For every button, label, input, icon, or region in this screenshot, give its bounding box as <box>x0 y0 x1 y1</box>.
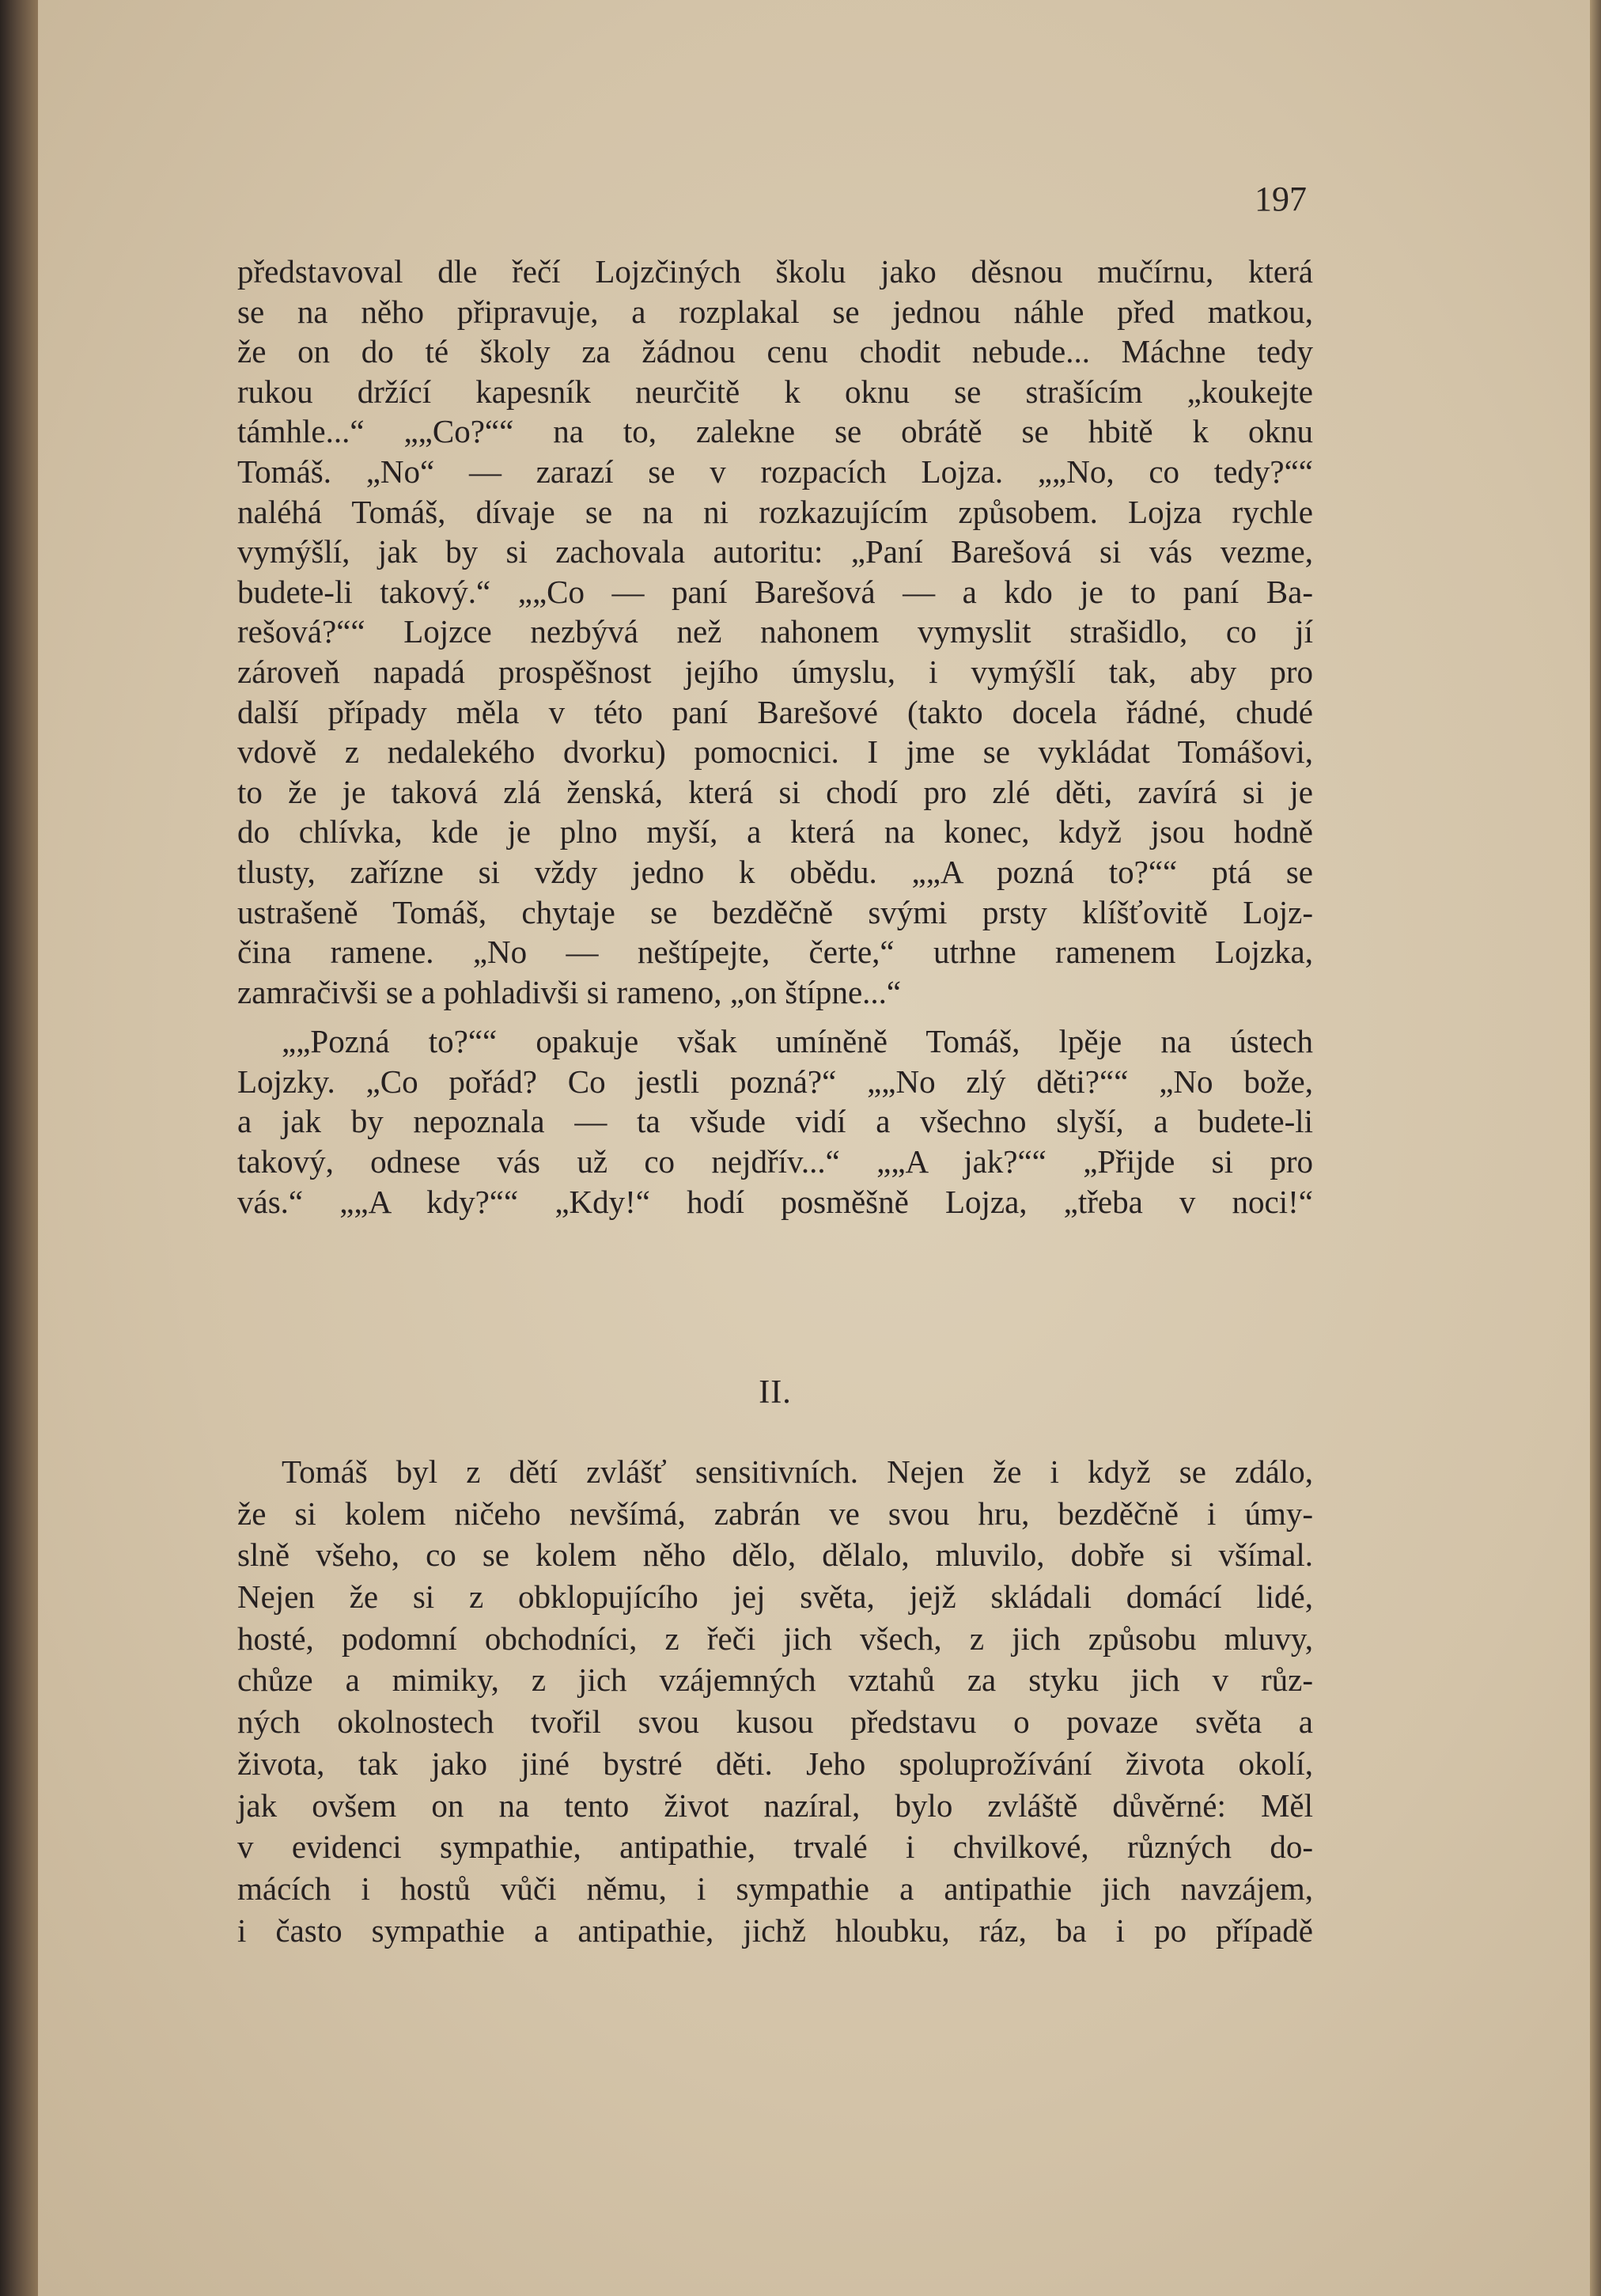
text-line: slně všeho, co se kolem něho dělo, dělalo, mluvilo, dobře si všímal. <box>237 1536 1313 1574</box>
text-line: vdově z nedalekého dvorku) pomocnici. I jme se vykládat Tomášovi, <box>237 733 1313 771</box>
text-line: Tomáš. „No“ — zarazí se v rozpacích Lojza. „„No, co tedy?““ <box>237 453 1313 490</box>
paragraph-1 <box>237 252 1313 1012</box>
text-line: chůze a mimiky, z jich vzájemných vztahů za styku jich v růz- <box>237 1661 1313 1699</box>
text-line: rukou držící kapesník neurčitě k oknu se strašícím „koukejte <box>237 373 1313 410</box>
text-line: se na něho připravuje, a rozplakal se jednou náhle před matkou, <box>237 293 1313 330</box>
text-line: další případy měla v této paní Barešové (takto docela řádné, chudé <box>237 693 1313 730</box>
text-line: vymýšlí, jak by si zachovala autoritu: „Paní Barešová si vás vezme, <box>237 533 1313 570</box>
paragraph-3 <box>237 1451 1313 1951</box>
text-line: vás.“ „„A kdy?““ „Kdy!“ hodí posměšně Lojza, „třeba v noci!“ <box>237 1183 1313 1220</box>
page-number: 197 <box>1255 180 1307 218</box>
body-text-top <box>237 252 1313 1222</box>
text-line: hosté, podomní obchodníci, z řeči jich všech, z jich způsobu mluvy, <box>237 1620 1313 1657</box>
text-line: to že je taková zlá ženská, která si chodí pro zlé děti, zavírá si je <box>237 773 1313 810</box>
text-line: zároveň napadá prospěšnost jejího úmyslu, i vymýšlí tak, aby pro <box>237 653 1313 690</box>
text-line: rešová?““ Lojzce nezbývá než nahonem vymyslit strašidlo, co jí <box>237 613 1313 650</box>
text-line: mácích i hostů vůči němu, i sympathie a antipathie jich navzájem, <box>237 1870 1313 1907</box>
text-line: naléhá Tomáš, dívaje se na ni rozkazujícím způsobem. Lojza rychle <box>237 493 1313 530</box>
text-line: Nejen že si z obklopujícího jej světa, jejž skládali domácí lidé, <box>237 1578 1313 1616</box>
text-line: takový, odnese vás už co nejdřív...“ „„A jak?““ „Přijde si pro <box>237 1143 1313 1180</box>
text-line: že si kolem ničeho nevšímá, zabrán ve svou hru, bezděčně i úmy- <box>237 1495 1313 1532</box>
text-line: ných okolnostech tvořil svou kusou představu o povaze světa a <box>237 1703 1313 1741</box>
paragraph-gap <box>237 1012 1313 1021</box>
text-line: jak ovšem on na tento život nazíral, bylo zvláště důvěrné: Měl <box>237 1786 1313 1824</box>
text-line: do chlívka, kde je plno myší, a která na konec, když jsou hodně <box>237 813 1313 851</box>
text-line: zamračivši se a pohladivši si rameno, „on štípne...“ <box>237 973 902 1010</box>
scan-left-edge <box>0 0 38 2296</box>
text-line: života, tak jako jiné bystré děti. Jeho spoluprožívání života okolí, <box>237 1745 1313 1782</box>
paragraph-2 <box>237 1021 1313 1222</box>
text-line: v evidenci sympathie, antipathie, trvalé i chvilkové, různých do- <box>237 1828 1313 1866</box>
text-line: čina ramene. „No — neštípejte, čerte,“ utrhne ramenem Lojzka, <box>237 934 1313 971</box>
text-line: že on do té školy za žádnou cenu chodit nebude... Máchne tedy <box>237 333 1313 370</box>
text-line: budete-li takový.“ „„Co — paní Barešová — a kdo je to paní Ba- <box>237 573 1313 610</box>
text-line: představoval dle řečí Lojzčiných školu jako děsnou mučírnu, která <box>237 253 1313 290</box>
text-line: Lojzky. „Co pořád? Co jestli pozná?“ „„No zlý děti?““ „No bože, <box>237 1063 1313 1100</box>
text-line: tlusty, zařízne si vždy jedno k obědu. „„A pozná to?““ ptá se <box>237 853 1313 890</box>
text-line: a jak by nepoznala — ta všude vidí a všechno slyší, a budete-li <box>237 1103 1313 1140</box>
text-line: „„Pozná to?““ opakuje však umíněně Tomáš, lpěje na ústech <box>282 1023 1313 1060</box>
text-line: i často sympathie a antipathie, jichž hloubku, ráz, ba i po případě <box>237 1911 1313 1949</box>
text-line: ustrašeně Tomáš, chytaje se bezděčně svými prsty klíšťovitě Lojz- <box>237 893 1313 930</box>
section-heading: II. <box>759 1374 792 1411</box>
text-line: támhle...“ „„Co?““ na to, zalekne se obrátě se hbitě k oknu <box>237 413 1313 450</box>
scan-right-edge <box>1590 0 1601 2296</box>
text-line: Tomáš byl z dětí zvlášť sensitivních. Nejen že i když se zdálo, <box>282 1453 1313 1490</box>
body-text-bottom <box>237 1451 1313 1951</box>
